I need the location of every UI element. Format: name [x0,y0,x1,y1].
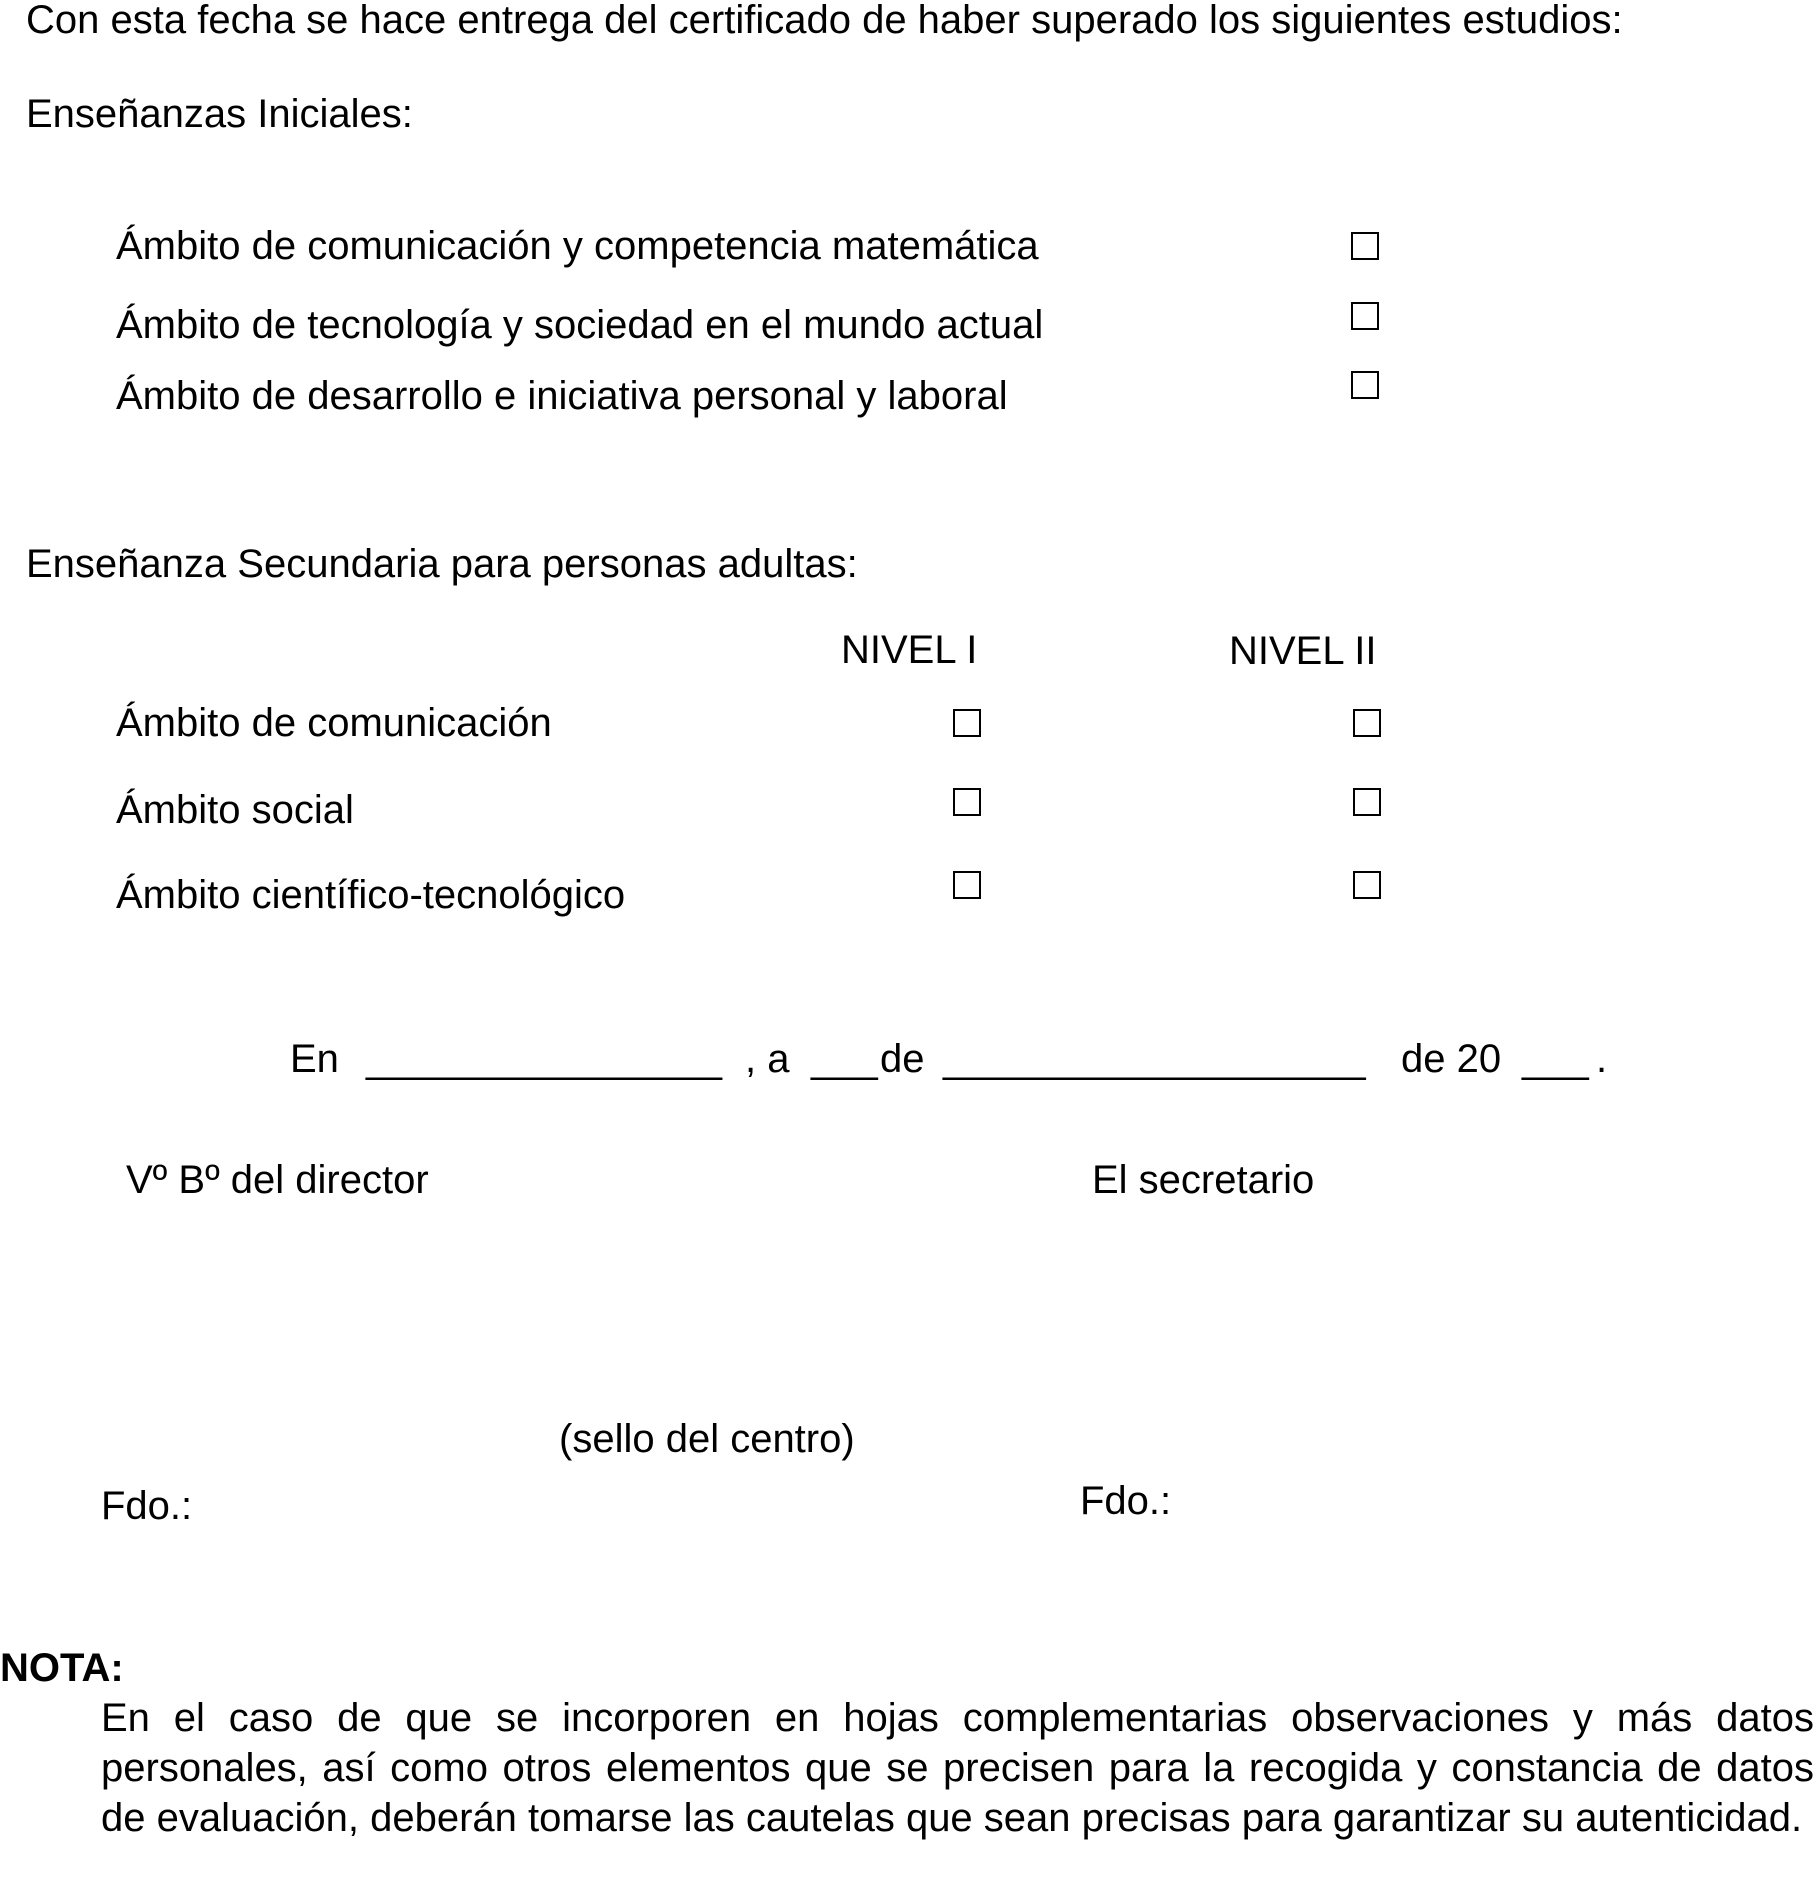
place-blank[interactable]: ________________ [366,1037,722,1081]
iniciales-checkbox[interactable] [1351,302,1379,330]
nivel-ii-checkbox[interactable] [1353,871,1381,899]
place-date-en: En [290,1037,339,1081]
place-date-de: de [880,1037,925,1081]
month-blank[interactable]: ___________________ [943,1037,1366,1081]
intro-text: Con esta fecha se hace entrega del certificado de haber superado los siguientes estudios: [26,0,1623,42]
place-date-de-20: de 20 [1401,1037,1502,1081]
day-blank[interactable]: ___ [811,1037,878,1081]
year-blank[interactable]: ___ [1522,1037,1589,1081]
column-header-nivel-ii: NIVEL II [1229,629,1377,673]
place-date-comma-a: , a [745,1037,790,1081]
secundaria-row-label: Ámbito científico-tecnológico [116,873,626,917]
nota-label: NOTA: [0,1646,124,1690]
iniciales-checkbox[interactable] [1351,232,1379,260]
iniciales-item-label: Ámbito de desarrollo e iniciativa personal y laboral [116,374,1008,418]
fdo-left-label: Fdo.: [101,1484,193,1528]
column-header-nivel-i: NIVEL I [841,628,978,672]
iniciales-checkbox[interactable] [1351,371,1379,399]
iniciales-item-label: Ámbito de comunicación y competencia matemática [116,224,1039,268]
nivel-i-checkbox[interactable] [953,788,981,816]
sello-label: (sello del centro) [559,1417,855,1461]
secretario-label: El secretario [1092,1158,1315,1202]
secundaria-row-label: Ámbito de comunicación [116,701,552,745]
iniciales-heading: Enseñanzas Iniciales: [26,92,413,136]
nivel-ii-checkbox[interactable] [1353,788,1381,816]
director-label: Vº Bº del director [126,1158,429,1202]
iniciales-item-label: Ámbito de tecnología y sociedad en el mundo actual [116,303,1044,347]
place-date-period: . [1596,1037,1608,1081]
nivel-i-checkbox[interactable] [953,709,981,737]
nivel-ii-checkbox[interactable] [1353,709,1381,737]
secundaria-heading: Enseñanza Secundaria para personas adultas: [26,542,858,586]
fdo-right-label: Fdo.: [1080,1479,1172,1523]
secundaria-row-label: Ámbito social [116,788,354,832]
nota-text: En el caso de que se incorporen en hojas complementarias observaciones y más datos personales, así como otros elementos que se precisen para la recogida y constancia de datos de evaluación, deberán tomarse las cautelas que sean precisas para garantizar su autenticidad. [101,1696,1814,1840]
nivel-i-checkbox[interactable] [953,871,981,899]
